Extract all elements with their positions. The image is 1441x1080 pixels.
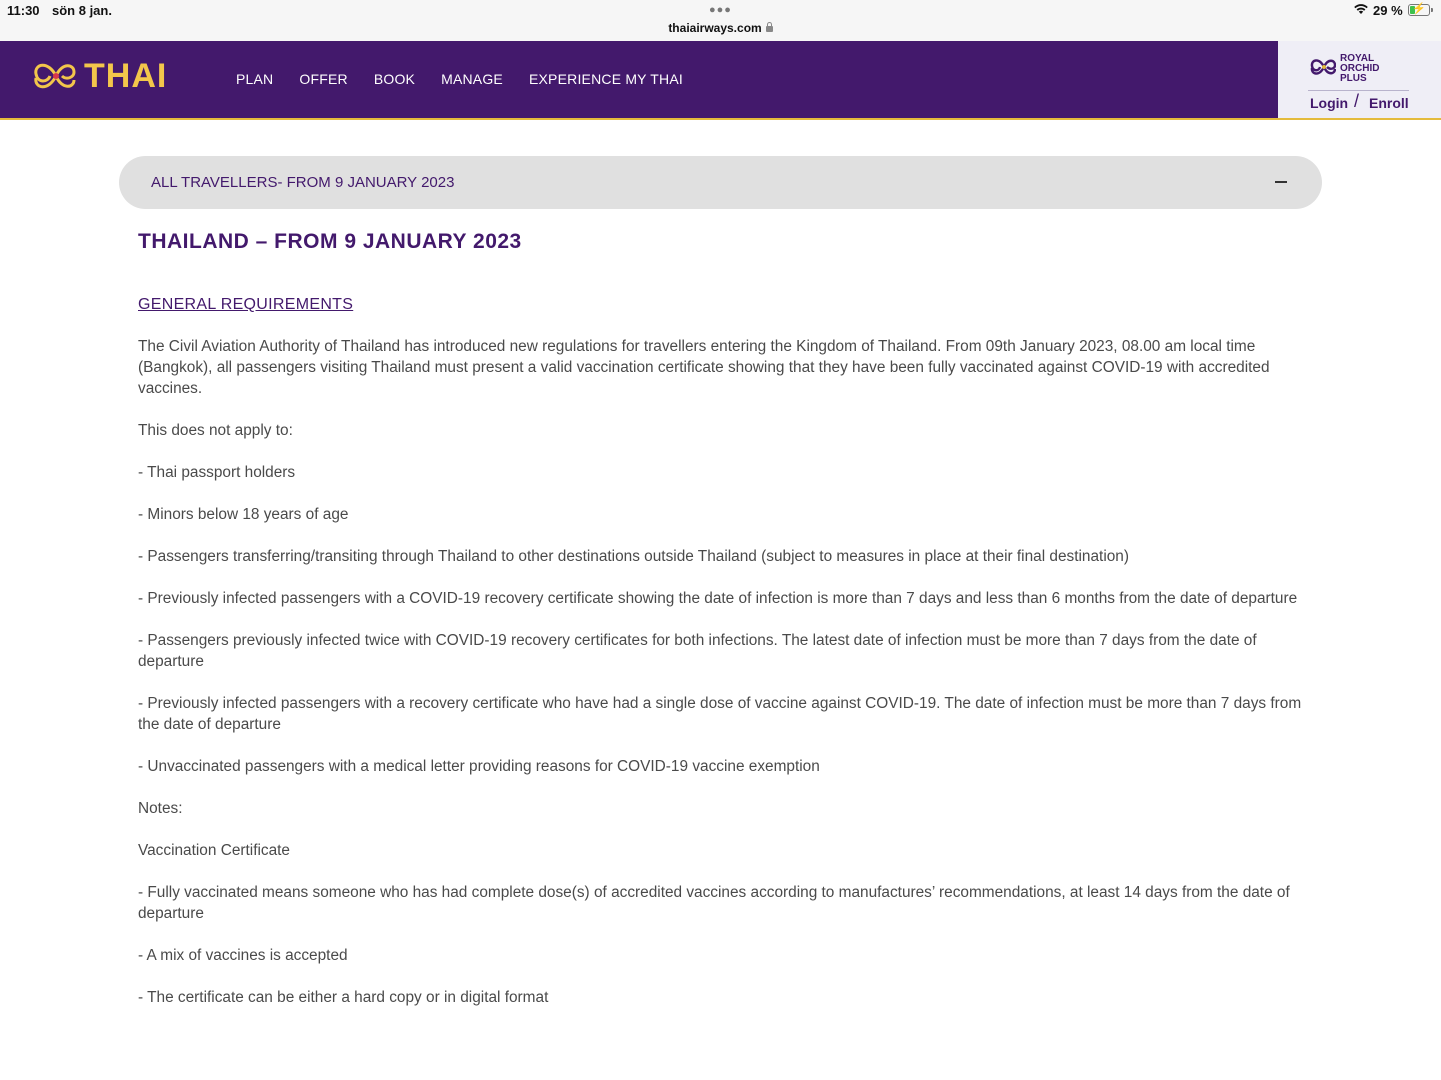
wifi-icon: [1353, 3, 1369, 15]
rop-brand-line-3: PLUS: [1340, 73, 1367, 84]
requirement-paragraph: - A mix of vaccines is accepted: [138, 947, 348, 964]
logo-text: THAI: [84, 56, 168, 95]
collapse-minus-icon[interactable]: [1275, 181, 1287, 183]
main-content: [138, 230, 1303, 1008]
page-title: THAILAND – FROM 9 JANUARY 2023: [138, 230, 522, 253]
nav-experience-my-thai[interactable]: EXPERIENCE MY THAI: [528, 71, 683, 87]
more-dots-icon[interactable]: ●●●: [709, 4, 732, 16]
thai-orchid-logo-icon: [32, 56, 78, 96]
requirement-paragraph: Notes:: [138, 800, 183, 817]
requirement-paragraph: - Thai passport holders: [138, 464, 296, 481]
rop-brand-line-1: ROYAL: [1340, 53, 1375, 64]
requirement-paragraph: - Fully vaccinated means someone who has had complete dose(s) of accredited vaccines according to manufactures’ recommendations, at least 14 days from the date of departure: [138, 884, 1290, 922]
requirement-paragraph: The Civil Aviation Authority of Thailand has introduced new regulations for travellers entering the Kingdom of Thailand. From 09th January 2023, 08.00 am local time (Bangkok), all passengers visiting Thailand must present a valid vaccination certificate showing that they have been fully vaccinated against COVID-19 with accredited vaccines.: [138, 338, 1270, 397]
nav-book[interactable]: BOOK: [373, 71, 416, 87]
requirements-text: [138, 336, 1303, 1008]
requirement-paragraph: Vaccination Certificate: [138, 842, 290, 859]
requirement-paragraph: - Previously infected passengers with a COVID-19 recovery certificate showing the date of infection is more than 7 days and less than 6 months from the date of departure: [138, 590, 1298, 607]
charging-bolt-icon: ⚡: [1412, 3, 1426, 15]
requirement-paragraph: - The certificate can be either a hard copy or in digital format: [138, 989, 549, 1006]
royal-orchid-plus-logo-icon: [1310, 55, 1336, 79]
nav-plan[interactable]: PLAN: [236, 71, 274, 87]
battery-percent: 29 %: [1373, 3, 1403, 18]
address-bar[interactable]: [0, 21, 1441, 35]
rop-brand[interactable]: [1340, 54, 1379, 84]
status-time: 11:30: [7, 3, 40, 18]
requirement-paragraph: This does not apply to:: [138, 422, 293, 439]
requirement-paragraph: - Passengers transferring/transiting through Thailand to other destinations outside Thailand (subject to measures in place at their final destination): [138, 548, 1129, 565]
status-date: sön 8 jan.: [52, 3, 112, 18]
enroll-link[interactable]: Enroll: [1369, 95, 1409, 111]
main-nav: [236, 71, 709, 87]
general-requirements-heading[interactable]: GENERAL REQUIREMENTS: [138, 296, 354, 313]
royal-orchid-plus-panel: [1278, 41, 1441, 118]
requirement-paragraph: - Unvaccinated passengers with a medical letter providing reasons for COVID-19 vaccine exemption: [138, 758, 820, 775]
accordion-title: ALL TRAVELLERS- FROM 9 JANUARY 2023: [151, 174, 455, 191]
rop-brand-line-2: ORCHID: [1340, 63, 1380, 74]
site-header: [0, 41, 1441, 120]
requirement-paragraph: - Minors below 18 years of age: [138, 506, 349, 523]
login-link[interactable]: Login: [1310, 95, 1349, 111]
login-enroll-separator: /: [1354, 91, 1360, 111]
nav-manage[interactable]: MANAGE: [441, 71, 503, 87]
requirement-paragraph: - Passengers previously infected twice with COVID-19 recovery certificates for both infections. The latest date of infection must be more than 7 days from the date of departure: [138, 632, 1257, 670]
travellers-accordion[interactable]: [119, 156, 1322, 209]
requirement-paragraph: - Previously infected passengers with a recovery certificate who have had a single dose of vaccine against COVID-19. The date of infection must be more than 7 days from the date of departure: [138, 695, 1302, 733]
status-bar: [0, 0, 1441, 41]
nav-offer[interactable]: OFFER: [299, 71, 348, 87]
lock-icon: [766, 26, 773, 32]
url-text: thaiairways.com: [668, 21, 762, 35]
battery-tip: [1431, 8, 1433, 12]
thai-logo[interactable]: [32, 54, 167, 98]
